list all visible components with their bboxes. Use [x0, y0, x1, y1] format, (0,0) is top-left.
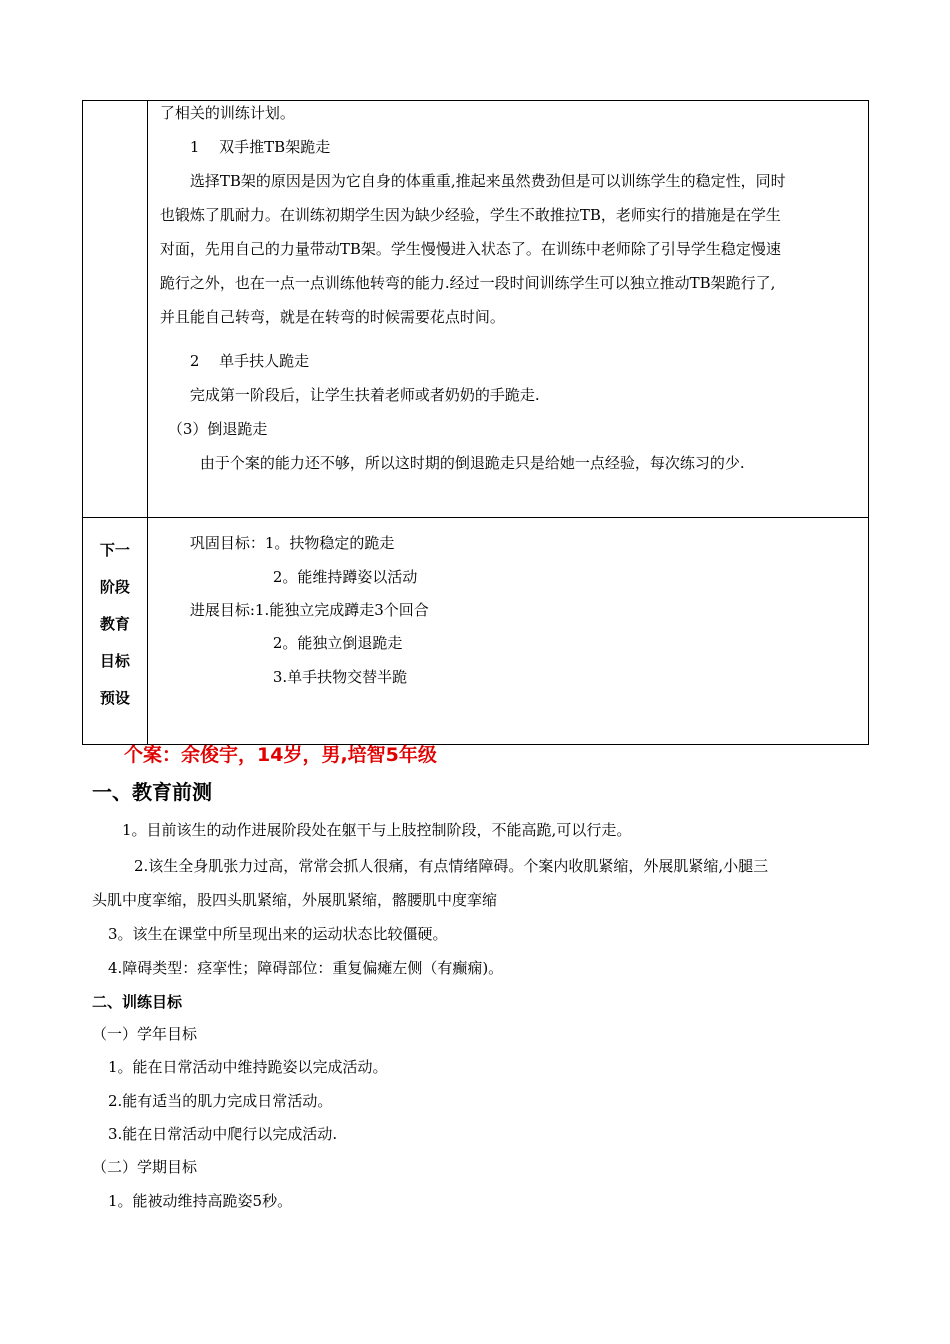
- subsection-heading: （二）学期目标: [92, 1158, 198, 1176]
- training-plan-table: [82, 100, 869, 745]
- row-label-cell: [83, 101, 148, 518]
- section-item: 2.能有适当的肌力完成日常活动。: [108, 1092, 333, 1110]
- section-item: 1。目前该生的动作进展阶段处在躯干与上肢控制阶段，不能高跪,可以行走。: [122, 821, 632, 839]
- goal-line: 巩固目标：1。扶物稳定的跪走: [189, 534, 395, 552]
- section-item: 3.能在日常活动中爬行以完成活动.: [108, 1125, 338, 1143]
- plan-line: 1 双手推TB架跪走: [189, 138, 331, 156]
- plan-line: 对面，先用自己的力量带动TB架。学生慢慢进入状态了。在训练中老师除了引导学生稳定慢速: [159, 240, 781, 258]
- section-item: 头肌中度挛缩，股四头肌紧缩，外展肌紧缩，髂腰肌中度挛缩: [92, 891, 498, 909]
- subsection-heading: （一）学年目标: [92, 1025, 198, 1043]
- plan-line: 完成第一阶段后，让学生扶着老师或者奶奶的手跪走.: [189, 386, 540, 404]
- section-heading: 一、教育前测: [92, 780, 212, 804]
- goal-line: 进展目标:1.能独立完成蹲走3个回合: [189, 601, 429, 619]
- row-label-text: 目标: [99, 652, 130, 670]
- row-label-text: 教育: [99, 615, 130, 633]
- goal-line: 3.单手扶物交替半跪: [272, 668, 408, 686]
- row-label-text: 阶段: [99, 578, 130, 596]
- section-item: 4.障碍类型：痉挛性；障碍部位：重复偏瘫左侧（有癫痫)。: [108, 959, 504, 977]
- row-label-text: 预设: [99, 689, 130, 707]
- section-item: 2.该生全身肌张力过高，常常会抓人很痛，有点情绪障碍。个案内收肌紧缩，外展肌紧缩,小腿三: [134, 857, 769, 875]
- section-item: 3。该生在课堂中所呈现出来的运动状态比较僵硬。: [108, 925, 448, 943]
- plan-line: 由于个案的能力还不够，所以这时期的倒退跪走只是给她一点经验，每次练习的少.: [199, 454, 745, 472]
- section-heading: 二、训练目标: [92, 993, 183, 1011]
- goal-line: 2。能独立倒退跪走: [272, 634, 403, 652]
- plan-line: 也锻炼了肌耐力。在训练初期学生因为缺少经验，学生不敢推拉TB，老师实行的措施是在学生: [159, 206, 781, 224]
- section-item: 1。能被动维持高跪姿5秒。: [108, 1192, 293, 1210]
- plan-line: 了相关的训练计划。: [159, 104, 295, 122]
- case-title: 个案：余俊宇，14岁，男,培智5年级: [124, 744, 437, 766]
- section-item: 1。能在日常活动中维持跪姿以完成活动。: [108, 1058, 388, 1076]
- plan-line: 并且能自己转弯，就是在转弯的时候需要花点时间。: [159, 308, 505, 326]
- plan-line: （3）倒退跪走: [167, 420, 268, 438]
- plan-line: 选择TB架的原因是因为它自身的体重重,推起来虽然费劲但是可以训练学生的稳定性，同时: [189, 172, 786, 190]
- row-content-cell: [147, 518, 868, 745]
- goal-line: 2。能维持蹲姿以活动: [272, 568, 418, 586]
- row-label-text: 下一: [99, 541, 130, 559]
- plan-line: 跪行之外，也在一点一点训练他转弯的能力.经过一段时间训练学生可以独立推动TB架跪行了,: [159, 274, 776, 292]
- table-row: [83, 518, 869, 745]
- plan-line: 2 单手扶人跪走: [189, 352, 310, 370]
- row-content-cell: [147, 101, 868, 518]
- row-label-cell: [83, 518, 148, 745]
- table-row: [83, 101, 869, 518]
